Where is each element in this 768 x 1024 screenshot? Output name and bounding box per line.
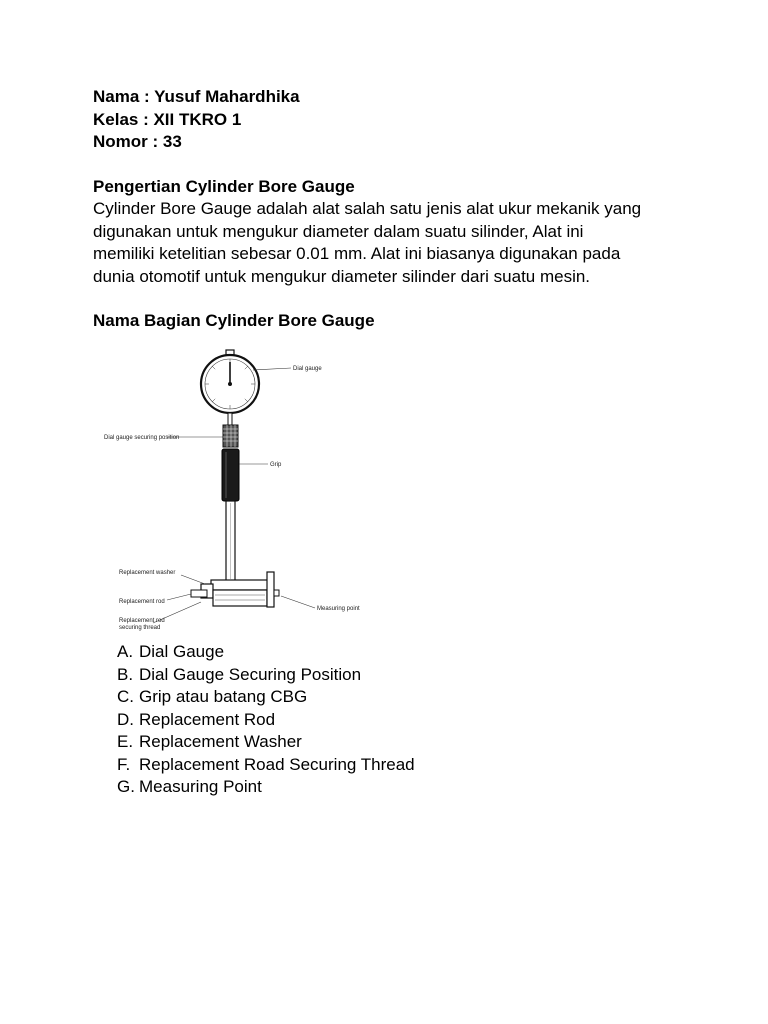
student-class: Kelas : XII TKRO 1 (93, 109, 242, 129)
label-replacement-washer: Replacement washer (119, 570, 176, 576)
parts-list (117, 641, 415, 799)
label-securing-position: Dial gauge securing position (104, 435, 180, 441)
paragraph-line: digunakan untuk mengukur diameter dalam suatu silinder, Alat ini (93, 221, 584, 241)
head-body (211, 580, 269, 590)
measuring-tip (274, 590, 279, 596)
bore-gauge-diagram (93, 340, 378, 640)
label-measuring-point: Measuring point (317, 606, 360, 612)
dial-pivot (228, 382, 232, 386)
head-lower (213, 590, 267, 606)
list-item (117, 754, 415, 777)
list-marker: D. (117, 709, 134, 729)
list-item (117, 641, 415, 664)
list-item-label: Measuring Point (139, 777, 262, 796)
label-replacement-rod: Replacement rod (119, 599, 165, 605)
document-page (93, 86, 693, 333)
list-marker: C. (117, 687, 134, 706)
list-marker: B. (117, 664, 134, 684)
list-item-label: Replacement Washer (139, 732, 302, 751)
paragraph-line: Cylinder Bore Gauge adalah alat salah satu jenis alat ukur mekanik yang (93, 199, 642, 218)
section-heading-parts: Nama Bagian Cylinder Bore Gauge (93, 311, 375, 330)
student-name: Nama : Yusuf Mahardhika (93, 87, 300, 106)
list-item-label: Grip atau batang CBG (139, 687, 308, 706)
list-item-label: Dial Gauge Securing Position (139, 664, 362, 684)
label-securing-thread-2: securing thread (119, 625, 161, 631)
list-item (117, 664, 415, 687)
list-marker: F. (117, 754, 131, 774)
list-item-label: Replacement Road Securing Thread (139, 754, 415, 774)
list-marker: G. (117, 777, 135, 796)
guide-plate (267, 572, 274, 607)
securing-knurl (223, 425, 238, 447)
list-item-label: Dial Gauge (139, 642, 225, 661)
list-item (117, 731, 415, 754)
list-item (117, 709, 415, 732)
student-number: Nomor : 33 (93, 132, 182, 151)
label-grip: Grip (270, 462, 282, 468)
list-item-label: Replacement Rod (139, 709, 276, 729)
definition-paragraph (93, 198, 693, 288)
paragraph-line: memiliki ketelitian sebesar 0.01 mm. Alat ini biasanya digunakan pada (93, 244, 621, 263)
paragraph-line: dunia otomotif untuk mengukur diameter silinder dari suatu mesin. (93, 266, 591, 286)
label-dial-gauge: Dial gauge (293, 366, 322, 372)
list-item (117, 686, 415, 709)
list-marker: E. (117, 732, 134, 751)
bore-gauge-illustration (93, 340, 378, 640)
grip (222, 449, 239, 501)
dial-stem (228, 413, 232, 425)
section-heading-definition: Pengertian Cylinder Bore Gauge (93, 176, 355, 196)
list-item (117, 776, 415, 799)
label-securing-thread-1: Replacement rod (119, 618, 165, 624)
list-marker: A. (117, 642, 134, 661)
replacement-rod (191, 590, 207, 597)
